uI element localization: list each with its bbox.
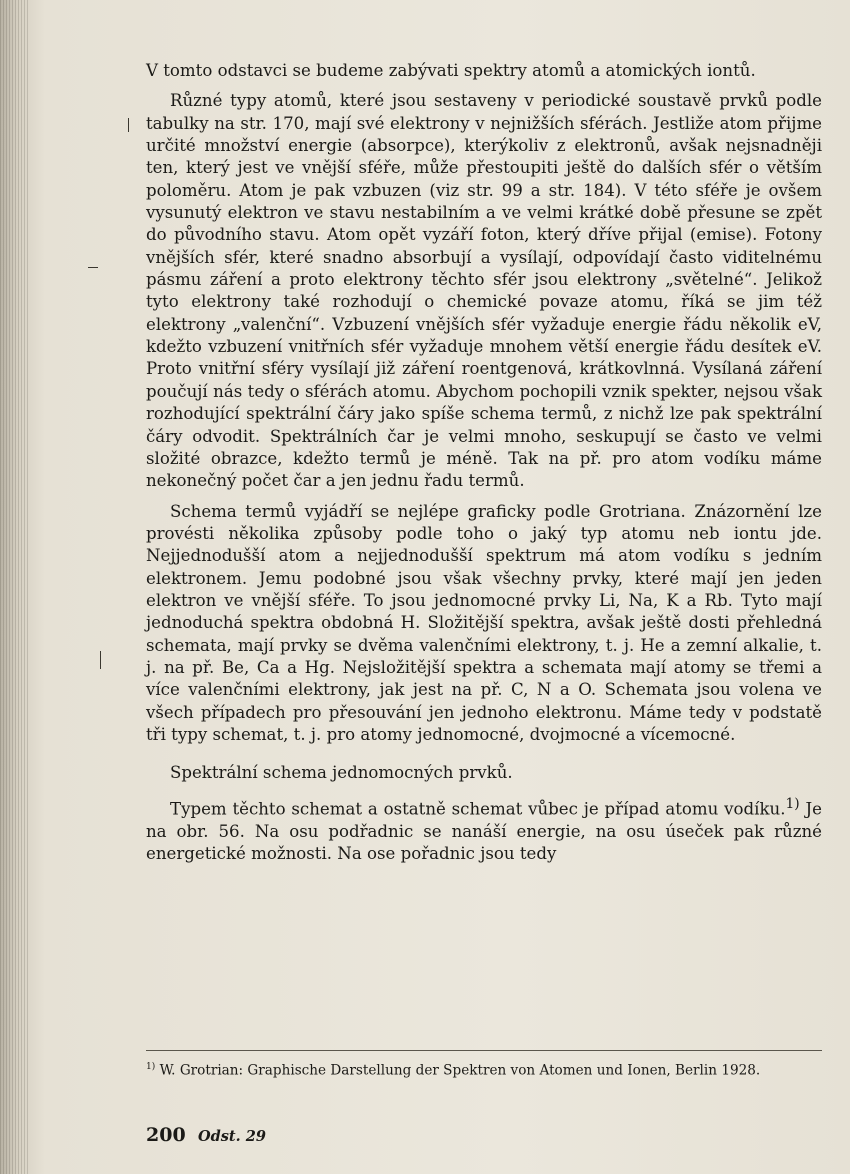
footnote-text: W. Grotrian: Graphische Darstellung der Spektren von Atomen und Ionen, Berlin 1928. xyxy=(159,1062,761,1079)
paragraph: V tomto odstavci se budeme zabývati spektry atomů a atomických iontů. xyxy=(146,61,756,80)
footnote-marker: 1) xyxy=(146,1062,156,1072)
section-heading: Spektrální schema jednomocných prvků. xyxy=(170,763,513,783)
footnote-marker: 1) xyxy=(785,795,800,812)
paragraph xyxy=(146,793,822,866)
paragraph-text: Je na obr. 56. Na osu podřadnic se nanáší energie, na osu úseček pak různé energetické možnosti. Na ose pořadnic jsou tedy xyxy=(146,799,822,863)
margin-mark xyxy=(100,651,101,669)
paragraph: Schema termů vyjádří se nejlépe graficky podle Grotriana. Znázornění lze provésti několika způsoby podle toho o jaký typ atomu neb iontu jde. Nejjednodušší atom a nejjednodušší spektrum má atom vodíku s jedním elektronem. Jemu podobné jsou však všechny prvky, které mají jen jeden elektron ve vnější sféře. To jsou jednomocné prvky Li, Na, K a Rb. Tyto mají jednoduchá spektra obdobná H. Složitější spektra, avšak ještě dosti přehledná schemata, mají prvky se dvěma valenčními elektrony, t. j. He a zemní alkalie, t. j. na př. Be, Ca a Hg. Nejsložitější spektra a schemata mají atomy se třemi a více valenčními elektrony, jak jest na př. C, N a O. Schemata jsou volena ve všech případech pro přesouvání jen jednoho elektronu. Máme tedy v podstatě tři typy schemat, t. j. pro atomy jednomocné, dvojmocné a vícemocné. xyxy=(146,501,822,744)
page-number: 200 xyxy=(146,1124,186,1146)
footnote xyxy=(146,1058,822,1080)
paragraph: Různé typy atomů, které jsou sestaveny v periodické soustavě prvků podle tabulky na str. 170, mají své elektrony v nejnižších sférách. Jestliže atom přijme určité množství energie (absorpce), kterýkoliv z elektronů, avšak nejsnadněji ten, který jest ve vnější sféře, může přestoupiti ještě do dalších sfér o větším poloměru. Atom je pak vzbuzen (viz str. 99 a str. 184). V této sféře je ovšem vysunutý elektron ve stavu nestabilním a ve velmi krátké době přesune se zpět do původního stavu. Atom opět vyzáří foton, který dříve přijal (emise). Fotony vnějších sfér, které snadno absorbují a vysílají, odpovídají často viditelnému pásmu záření a proto elektrony těchto sfér jsou elektrony „světelné“. Jelikož tyto elektrony také rozhodují o chemické povaze atomu, říká se jim též elektrony „valenční“. Vzbuzení vnějších sfér vyžaduje energie řádu několik eV, kdežto vzbuzení vnitřních sfér vyžaduje mnohem větší energie řádu desítek eV. Proto vnitřní sféry vysílají již záření roentgenová, krátkovlnná. Vysílaná záření poučují nás tedy o sférách atomu. Abychom pochopili vznik spekter, nejsou však rozhodující spektrální čáry jako spíše schema termů, z nichž lze pak spektrální čáry odvodit. Spektrálních čar je velmi mnoho, seskupují se často ve velmi složité obrazce, kdežto termů je méně. Tak na př. pro atom vodíku máme nekonečný počet čar a jen jednu řadu termů. xyxy=(146,91,822,491)
margin-mark xyxy=(88,267,98,268)
footnote-divider xyxy=(146,1050,822,1051)
margin-mark xyxy=(128,118,129,132)
section-reference: Odst. 29 xyxy=(198,1128,266,1145)
binding-edge xyxy=(0,0,30,1174)
body-text xyxy=(146,60,822,865)
paragraph-text: Typem těchto schemat a ostatně schemat vůbec je případ atomu vodíku. xyxy=(170,799,786,819)
